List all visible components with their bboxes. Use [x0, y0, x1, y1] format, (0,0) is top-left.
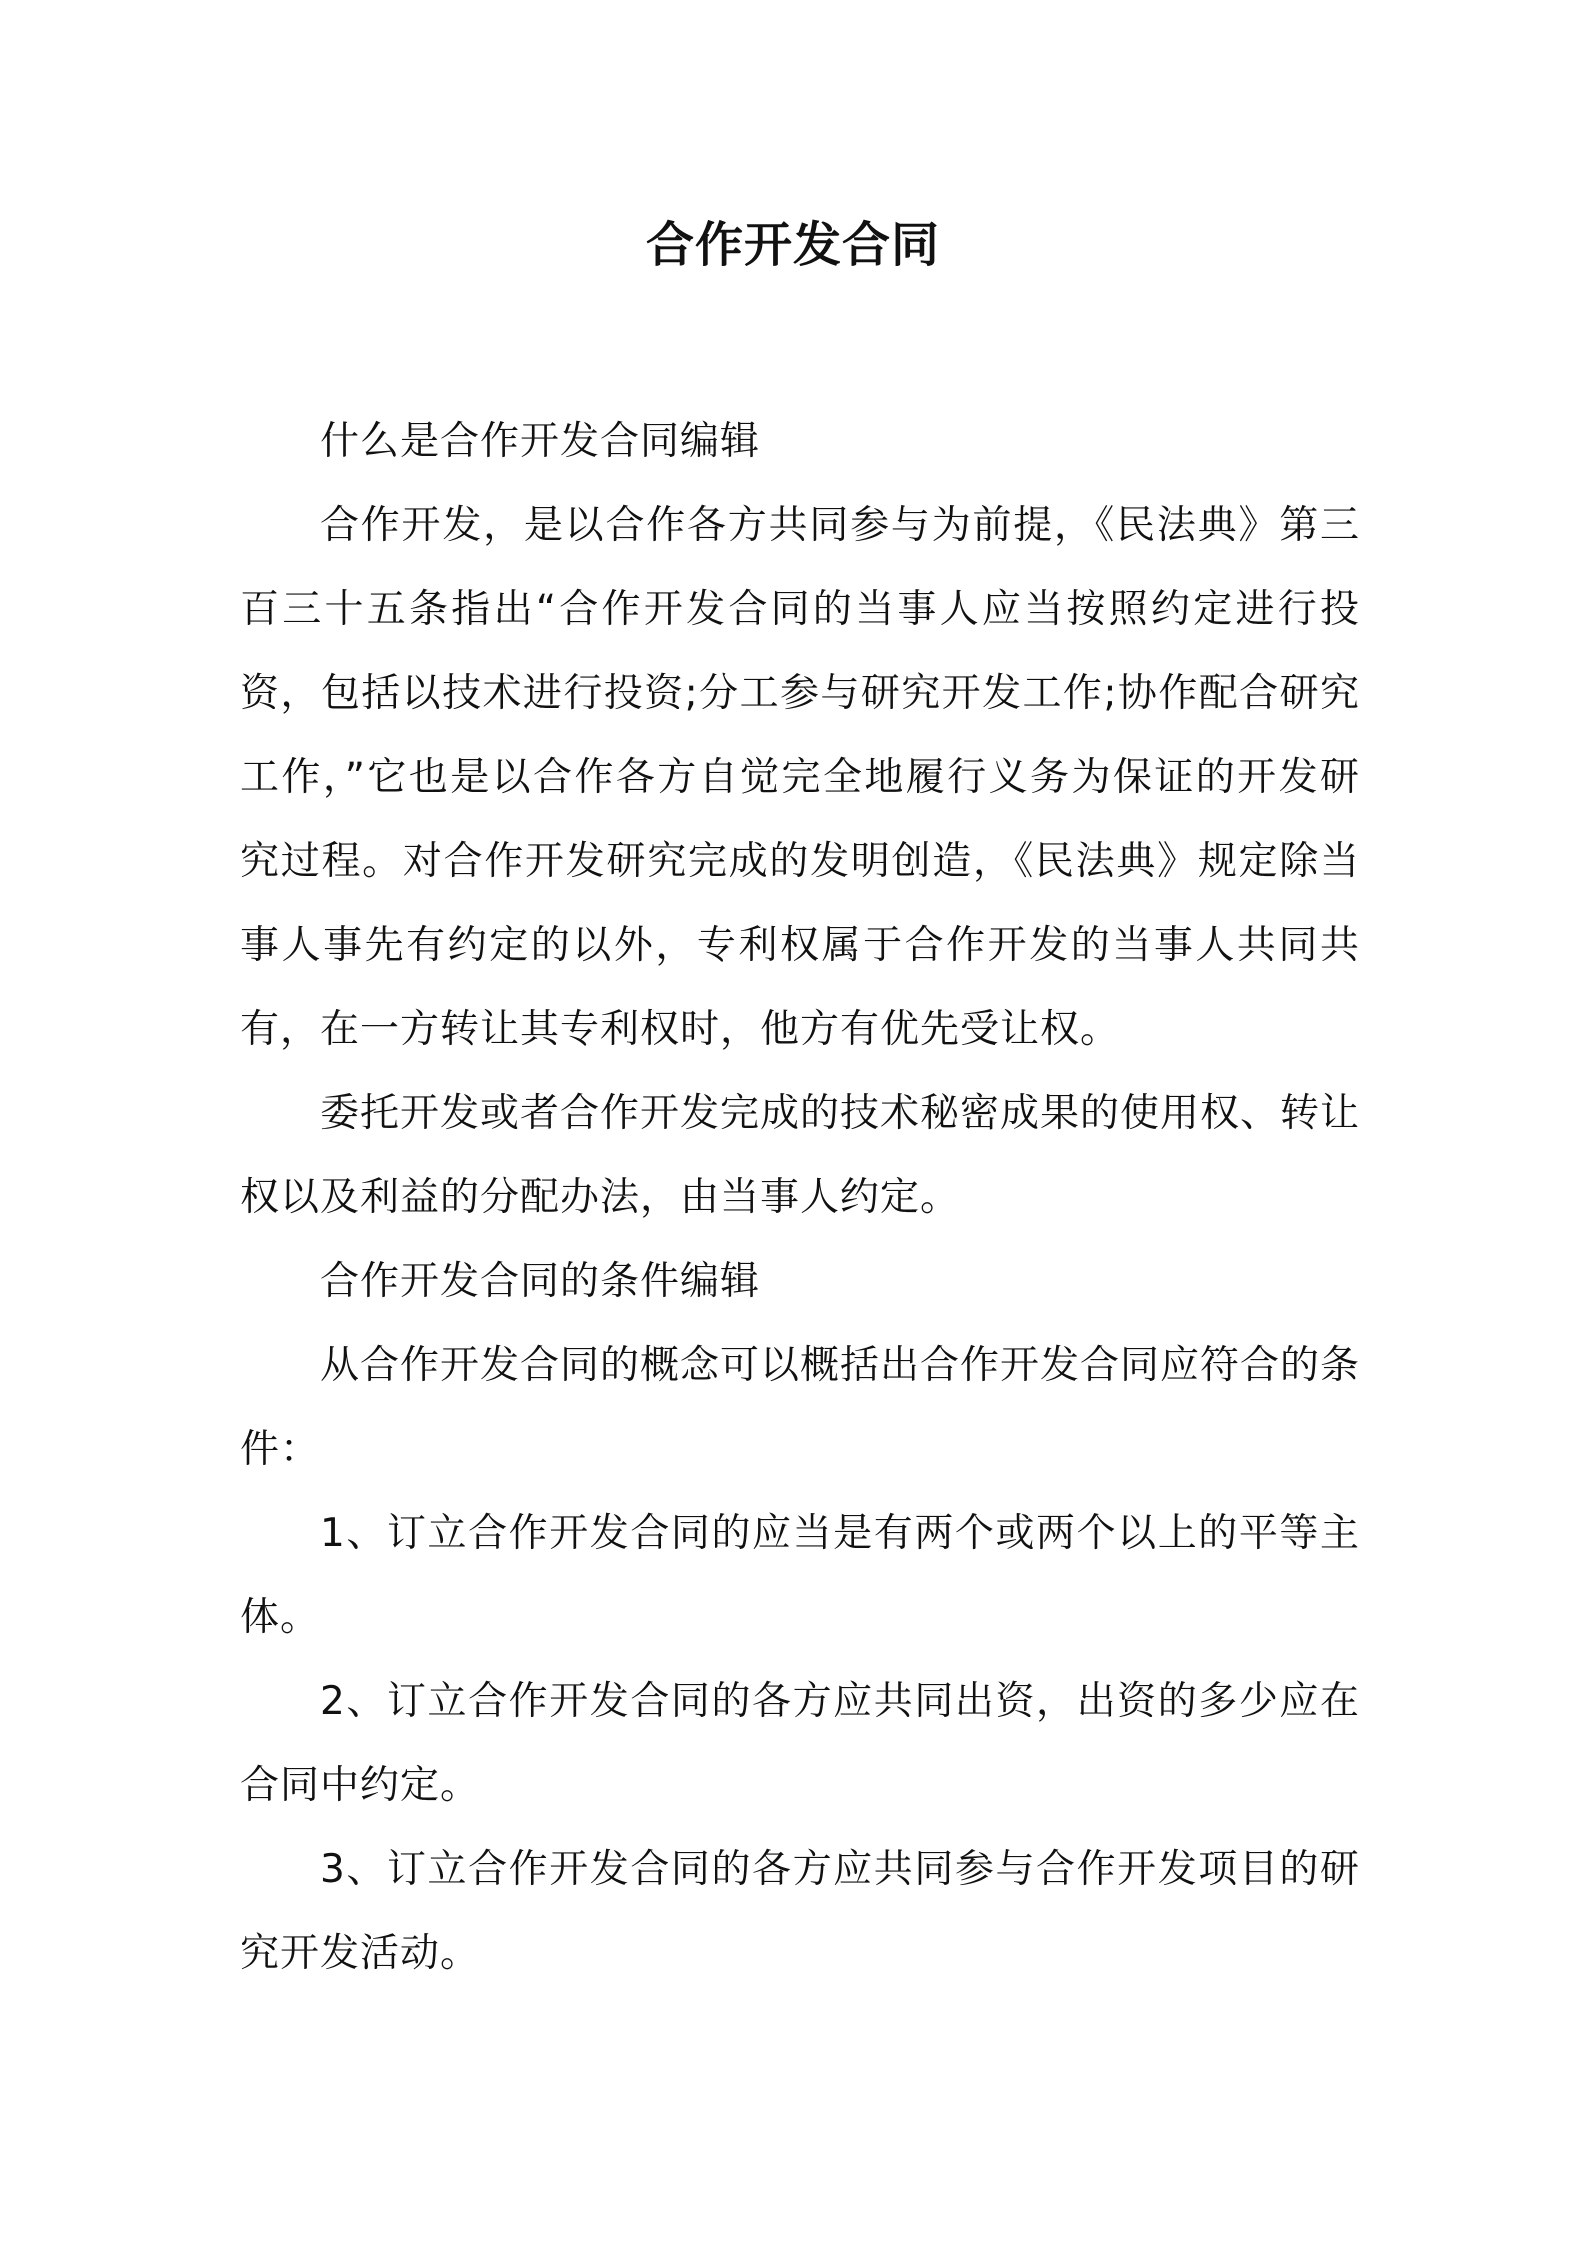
list-item-condition-1: 1、订立合作开发合同的应当是有两个或两个以上的平等主体。	[240, 1511, 1360, 1640]
list-item-condition-3: 3、订立合作开发合同的各方应共同参与合作开发项目的研究开发活动。	[240, 1847, 1360, 1976]
paragraph-conditions-intro: 从合作开发合同的概念可以概括出合作开发合同应符合的条件：	[240, 1343, 1361, 1472]
document-body	[240, 400, 1360, 1996]
list-item-condition-2: 2、订立合作开发合同的各方应共同出资，出资的多少应在合同中约定。	[240, 1679, 1360, 1808]
paragraph-definition: 合作开发，是以合作各方共同参与为前提，《民法典》第三百三十五条指出“合作开发合同的当事人应当按照约定进行投资，包括以技术进行投资;分工参与研究开发工作;协作配合研究工作，”它也是以合作各方自觉完全地履行义务为保证的开发研究过程。对合作开发研究完成的发明创造，《民法典》规定除当事人事先有约定的以外，专利权属于合作开发的当事人共同共有，在一方转让其专利权时，他方有优先受让权。	[240, 503, 1360, 1052]
section-heading-conditions: 合作开发合同的条件编辑	[320, 1259, 761, 1304]
paragraph-rights-allocation: 委托开发或者合作开发完成的技术秘密成果的使用权、转让权以及利益的分配办法，由当事人约定。	[240, 1091, 1361, 1220]
document-title: 合作开发合同	[645, 217, 940, 273]
section-heading-what-is: 什么是合作开发合同编辑	[320, 419, 761, 464]
